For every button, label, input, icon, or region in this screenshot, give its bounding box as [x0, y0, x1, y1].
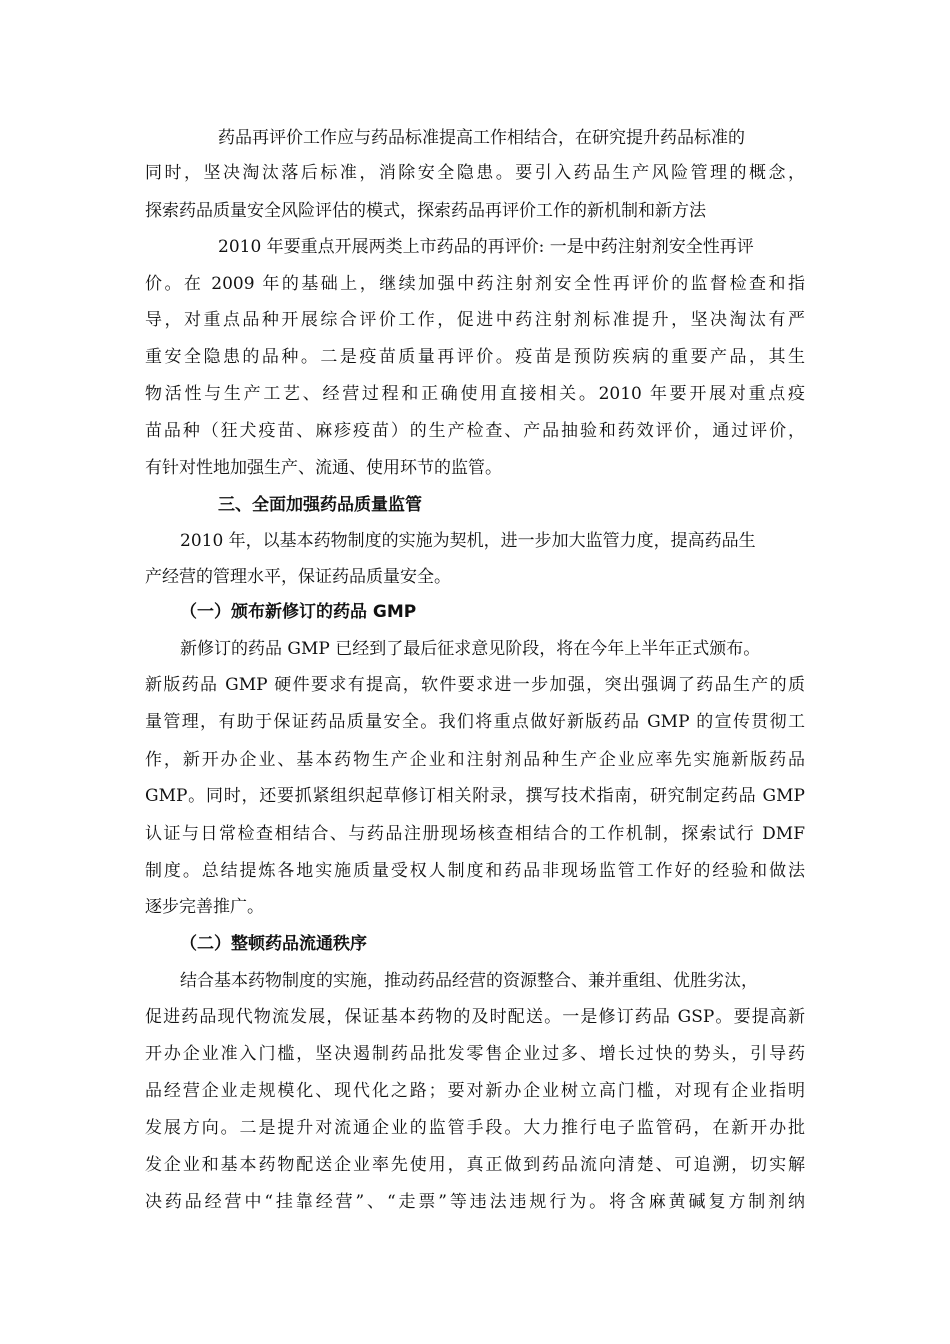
subsection-heading: （二）整顿药品流通秩序: [180, 934, 367, 954]
paragraph-line: 开办企业准入门槛，坚决遏制药品批发零售企业过多、增长过快的势头，引导药: [145, 1044, 805, 1064]
section-heading: 三、全面加强药品质量监管: [218, 495, 422, 515]
paragraph-line: 决药品经营中“挂靠经营”、“走票”等违法违规行为。将含麻黄碱复方制剂纳: [145, 1192, 805, 1212]
paragraph-line: 逐步完善推广。: [145, 897, 264, 917]
paragraph-line: 导，对重点品种开展综合评价工作，促进中药注射剂标准提升，坚决淘汰有严: [145, 310, 805, 330]
paragraph-line: 物活性与生产工艺、经营过程和正确使用直接相关。2010 年要开展对重点疫: [145, 384, 805, 404]
paragraph-line: 新版药品 GMP 硬件要求有提高，软件要求进一步加强，突出强调了药品生产的质: [145, 675, 805, 695]
paragraph-line: 量管理，有助于保证药品质量安全。我们将重点做好新版药品 GMP 的宣传贯彻工: [145, 712, 805, 732]
paragraph-line: GMP。同时，还要抓紧组织起草修订相关附录，撰写技术指南，研究制定药品 GMP: [145, 786, 805, 806]
paragraph-line: 药品再评价工作应与药品标准提高工作相结合，在研究提升药品标准的: [218, 128, 745, 148]
paragraph-line: 制度。总结提炼各地实施质量受权人制度和药品非现场监管工作好的经验和做法: [145, 861, 805, 881]
paragraph-line: 促进药品现代物流发展，保证基本药物的及时配送。一是修订药品 GSP。要提高新: [145, 1007, 805, 1027]
paragraph-line: 产经营的管理水平，保证药品质量安全。: [145, 567, 451, 587]
paragraph-line: 结合基本药物制度的实施，推动药品经营的资源整合、兼并重组、优胜劣汰，: [180, 971, 758, 991]
paragraph-line: 同时，坚决淘汰落后标准，消除安全隐患。要引入药品生产风险管理的概念，: [145, 163, 805, 183]
paragraph-line: 作，新开办企业、基本药物生产企业和注射剂品种生产企业应率先实施新版药品: [145, 750, 805, 770]
paragraph-line: 2010 年，以基本药物制度的实施为契机，进一步加大监管力度，提高药品生: [180, 531, 756, 551]
subsection-heading: （一）颁布新修订的药品 GMP: [180, 602, 417, 622]
paragraph-line: 苗品种（狂犬疫苗、麻疹疫苗）的生产检查、产品抽验和药效评价，通过评价，: [145, 421, 805, 441]
paragraph-line: 探索药品质量安全风险评估的模式，探索药品再评价工作的新机制和新方法: [145, 201, 706, 221]
paragraph-line: 品经营企业走规模化、现代化之路；要对新办企业树立高门槛，对现有企业指明: [145, 1081, 805, 1101]
paragraph-line: 发企业和基本药物配送企业率先使用，真正做到药品流向清楚、可追溯，切实解: [145, 1155, 805, 1175]
paragraph-line: 价。在 2009 年的基础上，继续加强中药注射剂安全性再评价的监督检查和指: [145, 274, 805, 294]
paragraph-line: 有针对性地加强生产、流通、使用环节的监管。: [145, 458, 502, 478]
paragraph-line: 认证与日常检查相结合、与药品注册现场核查相结合的工作机制，探索试行 DMF: [145, 824, 805, 844]
paragraph-line: 重安全隐患的品种。二是疫苗质量再评价。疫苗是预防疾病的重要产品，其生: [145, 347, 805, 367]
paragraph-line: 新修订的药品 GMP 已经到了最后征求意见阶段，将在今年上半年正式颁布。: [180, 639, 761, 659]
paragraph-line: 2010 年要重点开展两类上市药品的再评价: 一是中药注射剂安全性再评: [218, 237, 754, 257]
paragraph-line: 发展方向。二是提升对流通企业的监管手段。大力推行电子监管码，在新开办批: [145, 1118, 805, 1138]
